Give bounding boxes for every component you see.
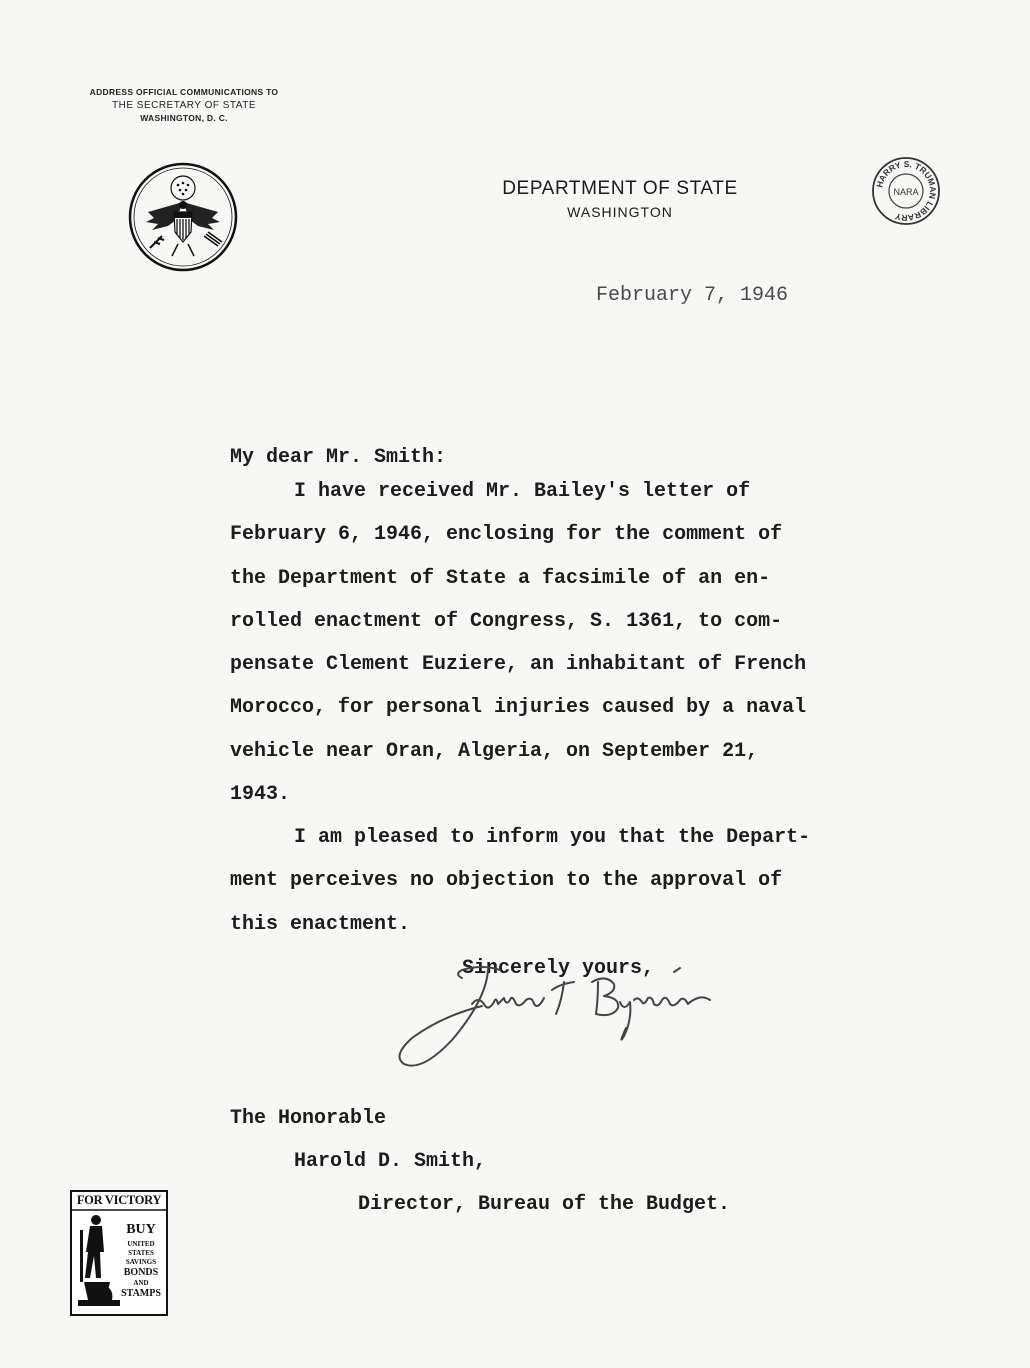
archive-stamp-icon (870, 155, 942, 227)
letter-date: February 7, 1946 (596, 284, 789, 307)
paragraph-line: pensate Clement Euziere, an inhabitant of French (230, 653, 807, 677)
paragraph-line: vehicle near Oran, Algeria, on September 21, (230, 739, 759, 763)
paragraph-2 (230, 816, 810, 946)
salutation: My dear Mr. Smith: (230, 446, 447, 469)
victory-buy: BUY (126, 1222, 156, 1237)
address-line-3: WASHINGTON, D. C. (140, 113, 228, 123)
addressee-line-1: The Honorable (230, 1107, 387, 1130)
addressee-line-3: Director, Bureau of the Budget. (358, 1193, 731, 1216)
paragraph-line: I am pleased to inform you that the Depart- (294, 826, 811, 849)
closing: Sincerely yours, (462, 957, 655, 980)
victory-stamps: STAMPS (121, 1288, 161, 1299)
paragraph-line: I have received Mr. Bailey's letter of (294, 480, 751, 503)
address-line-1: ADDRESS OFFICIAL COMMUNICATIONS TO (89, 87, 279, 97)
victory-and: AND (133, 1279, 149, 1287)
victory-savings: SAVINGS (125, 1258, 157, 1266)
paragraph-line: 1943. (230, 783, 291, 807)
addressee-line-2: Harold D. Smith, (294, 1150, 487, 1173)
paragraph-line: ment perceives no objection to the approval of (230, 869, 783, 893)
paragraph-line: the Department of State a facsimile of an en- (230, 566, 771, 590)
stamp-ring-text: HARRY S. TRUMAN LIBRARY (874, 158, 939, 224)
victory-united: UNITED (127, 1240, 155, 1248)
stamp-center-text: NARA (893, 187, 919, 197)
victory-bonds: BONDS (123, 1267, 159, 1278)
victory-states: STATES (128, 1249, 154, 1257)
victory-bonds-stamp (70, 1190, 168, 1316)
department-city: WASHINGTON (567, 204, 673, 220)
paragraph-1 (230, 470, 806, 816)
department-name: DEPARTMENT OF STATE (502, 178, 738, 199)
address-line-2: THE SECRETARY OF STATE (112, 100, 256, 111)
great-seal-icon (128, 162, 238, 272)
department-heading (470, 178, 770, 220)
official-address-block (74, 86, 294, 125)
handwritten-signature (392, 960, 792, 1080)
paragraph-line: this enactment. (230, 912, 411, 936)
victory-header: FOR VICTORY (76, 1193, 162, 1207)
paragraph-line: rolled enactment of Congress, S. 1361, to com- (230, 609, 783, 633)
paragraph-line: February 6, 1946, enclosing for the comment of (230, 523, 783, 547)
paragraph-line: Morocco, for personal injuries caused by a naval (230, 696, 807, 720)
